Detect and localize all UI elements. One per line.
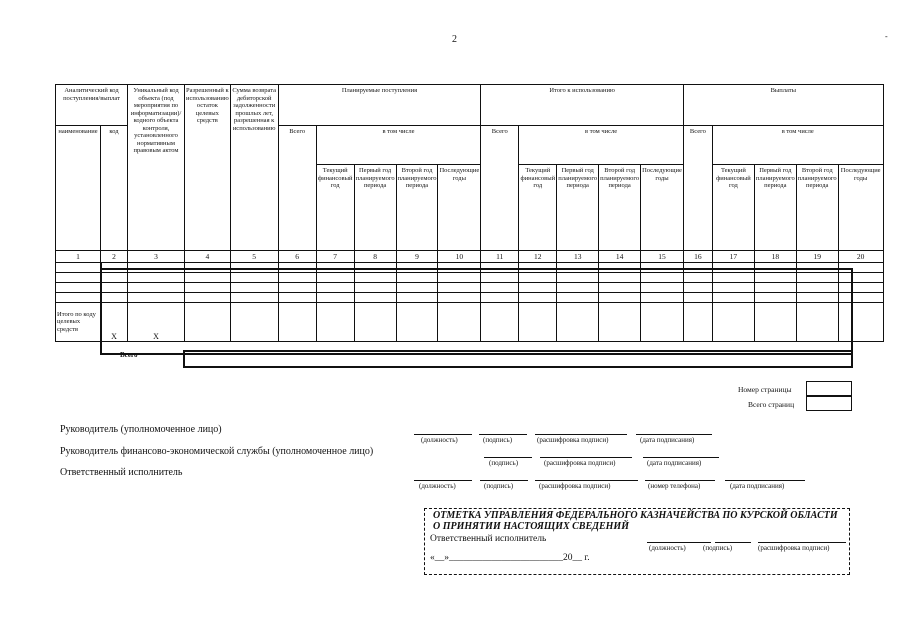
col-num: 19 (796, 251, 838, 263)
pay-second-year: Второй год планируемого периода (796, 165, 838, 251)
col-num: 6 (278, 251, 316, 263)
col-payments: Выплаты (683, 85, 883, 126)
col-num: 11 (481, 251, 519, 263)
col-num: 3 (128, 251, 185, 263)
cap-signature: (подпись) (483, 436, 513, 444)
col-num: 8 (354, 251, 396, 263)
pay-incl: в том числе (712, 126, 883, 165)
cap-position: (должность) (649, 544, 686, 552)
col-num: 20 (838, 251, 883, 263)
stamp-title: ОТМЕТКА УПРАВЛЕНИЯ ФЕДЕРАЛЬНОГО КАЗНАЧЕЙСТВА ПО КУРСКОЙ ОБЛАСТИ О ПРИНЯТИИ НАСТОЯЩИХ СВЕДЕНИЙ (433, 510, 838, 532)
col-receivables-return: Сумма возврата дебиторской задолженности прошлых лет, разрешенная к использованию (230, 85, 278, 251)
head-label: Руководитель (уполномоченное лицо) (60, 424, 222, 435)
col-analytic-code: Аналитический код поступления/выплат (56, 85, 128, 126)
cap-date: (дата подписания) (640, 436, 695, 444)
planned-first-year: Первый год планируемого периода (354, 165, 396, 251)
x-mark: X (101, 303, 128, 342)
col-num: 15 (641, 251, 684, 263)
cap-position: (должность) (419, 482, 456, 490)
data-frame (100, 268, 853, 355)
cap-signature: (подпись) (484, 482, 514, 490)
col-num: 7 (316, 251, 354, 263)
header-row-1 (56, 85, 884, 126)
col-num: 12 (519, 251, 557, 263)
executor-label: Ответственный исполнитель (60, 467, 183, 478)
stamp-date: «__»________________________20__ г. (430, 553, 590, 563)
pages-total-box[interactable] (806, 396, 852, 411)
cap-decoding: (расшифровка подписи) (758, 544, 830, 552)
use-second-year: Второй год планируемого периода (599, 165, 641, 251)
pay-first-year: Первый год планируемого периода (754, 165, 796, 251)
col-allowed-remainder: Разрешенный к использованию остаток целевых средств (185, 85, 231, 251)
planned-second-year: Второй год планируемого периода (396, 165, 438, 251)
stamp-executor: Ответственный исполнитель (430, 534, 547, 544)
use-first-year: Первый год планируемого периода (557, 165, 599, 251)
col-num: 17 (712, 251, 754, 263)
page-number-box[interactable] (806, 381, 852, 396)
grand-total-label: Всего (120, 351, 138, 359)
col-num: 16 (683, 251, 712, 263)
use-following-years: Последующие годы (641, 165, 684, 251)
col-num: 2 (101, 251, 128, 263)
col-num: 14 (599, 251, 641, 263)
col-num: 5 (230, 251, 278, 263)
col-num: 18 (754, 251, 796, 263)
corner-mark: - (885, 32, 888, 41)
planned-following-years: Последующие годы (438, 165, 481, 251)
cap-decoding: (расшифровка подписи) (544, 459, 616, 467)
planned-current-year: Текущий финансовый год (316, 165, 354, 251)
col-num: 9 (396, 251, 438, 263)
cap-date: (дата подписания) (730, 482, 785, 490)
pay-total: Всего (683, 126, 712, 251)
pay-current-year: Текущий финансовый год (712, 165, 754, 251)
use-current-year: Текущий финансовый год (519, 165, 557, 251)
col-num: 10 (438, 251, 481, 263)
total-label: Итого по коду целевых средств (56, 303, 101, 342)
cap-decoding: (расшифровка подписи) (537, 436, 609, 444)
col-num: 13 (557, 251, 599, 263)
col-total-use: Итого к использованию (481, 85, 684, 126)
cap-date: (дата подписания) (647, 459, 702, 467)
cap-signature: (подпись) (703, 544, 733, 552)
x-mark: X (128, 303, 185, 342)
use-incl: в том числе (519, 126, 684, 165)
page-number: 2 (452, 34, 457, 45)
use-total: Всего (481, 126, 519, 251)
cap-position: (должность) (421, 436, 458, 444)
col-name: наименование (56, 126, 101, 251)
col-num: 1 (56, 251, 101, 263)
column-numbers-row (56, 251, 884, 263)
col-unique-code: Уникальный код объекта (под мероприятия по информатизации)/кодного объекта контроля, установленного нормативным правовым актом (128, 85, 185, 251)
page-number-label: Номер страницы (738, 385, 792, 394)
cap-decoding: (расшифровка подписи) (539, 482, 611, 490)
cap-signature: (подпись) (489, 459, 519, 467)
col-planned-receipts: Планируемые поступления (278, 85, 481, 126)
treasury-stamp-box (424, 508, 850, 575)
planned-incl: в том числе (316, 126, 481, 165)
pages-total-label: Всего страниц (748, 400, 795, 409)
col-code: код (101, 126, 128, 251)
fin-head-label: Руководитель финансово-экономической службы (уполномоченное лицо) (60, 446, 374, 457)
planned-total: Всего (278, 126, 316, 251)
col-num: 4 (185, 251, 231, 263)
cap-phone: (номер телефона) (648, 482, 701, 490)
grand-total-frame (183, 350, 853, 368)
pay-following-years: Последующие годы (838, 165, 883, 251)
